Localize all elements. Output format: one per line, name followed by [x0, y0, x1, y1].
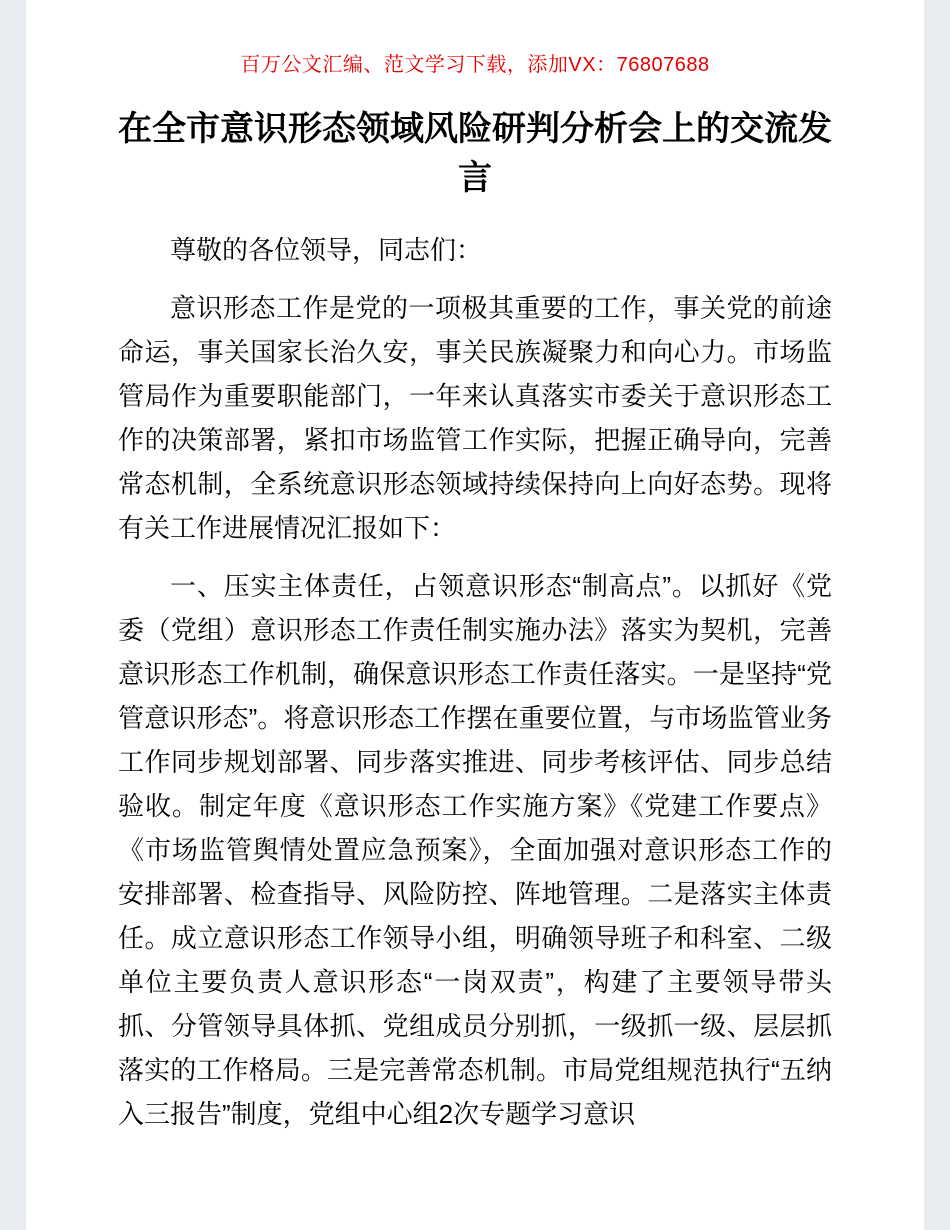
paragraph-greeting: 尊敬的各位领导，同志们： — [170, 234, 483, 265]
paragraph-intro: 意识形态工作是党的一项极其重要的工作，事关党的前途命运，事关国家长治久安，事关民族凝聚力和向心力。市场监管局作为重要职能部门，一年来认真落实市委关于意识形态工作的决策部署，紧扣市场监管工作实际，把握正确导向，完善常态机制，全系统意识形态领域持续保持向上向好态势。现将有关工作进展情况汇报如下： — [118, 292, 832, 543]
document-title: 在全市意识形态领域风险研判分析会上的交流发言 — [118, 110, 832, 198]
paragraph-section-one: 一、压实主体责任，占领意识形态“制高点”。以抓好《党委（党组）意识形态工作责任制实施办法》落实为契机，完善意识形态工作机制，确保意识形态工作责任落实。一是坚持“党管意识形态”。将意识形态工作摆在重要位置，与市场监管业务工作同步规划部署、同步落实推进、同步考核评估、同步总结验收。制定年度《意识形态工作实施方案》《党建工作要点》《市场监管舆情处置应急预案》，全面加强对意识形态工作的安排部署、检查指导、风险防控、阵地管理。二是落实主体责任。成立意识形态工作领导小组，明确领导班子和科室、二级单位主要负责人意识形态“一岗双责”，构建了主要领导带头抓、分管领导具体抓、党组成员分别抓，一级抓一级、层层抓落实的工作格局。三是完善常态机制。市局党组规范执行“五纳入三报告”制度，党组中心组2次专题学习意识 — [118, 570, 832, 1129]
watermark-text: 百万公文汇编、范文学习下载，添加VX：76807688 — [240, 54, 710, 76]
